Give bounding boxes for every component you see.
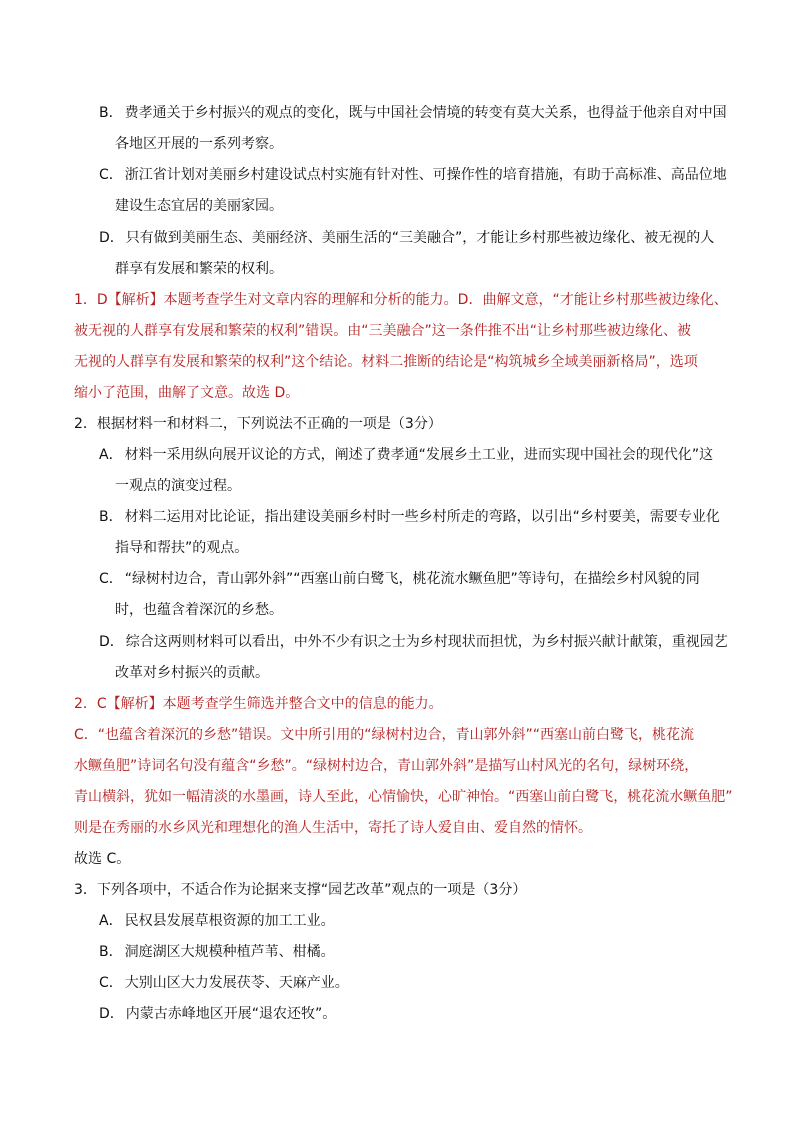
question3-stem: 3．下列各项中，不适合作为论据来支撑“园艺改革”观点的一项是（3分） bbox=[74, 882, 527, 898]
q1-option-d-line1: D． 只有做到美丽生态、美丽经济、美丽生活的“三美融合”，才能让乡村那些被边缘化、被无视的人 bbox=[99, 230, 715, 246]
answer2-line: 青山横斜，犹如一幅清淡的水墨画，诗人至此，心情愉快，心旷神怡。“西塞山前白鹭飞，桃花流水鳜鱼肥” bbox=[74, 789, 733, 805]
q2-option-c-line2: 时，也蕴含着深沉的乡愁。 bbox=[115, 602, 283, 618]
answer1-line: 被无视的人群享有发展和繁荣的权利”错误。由“三美融合”这一条件推不出“让乡村那些被边缘化、被 bbox=[74, 323, 692, 339]
q1-option-b-line1: B． 费孝通关于乡村振兴的观点的变化，既与中国社会情境的转变有莫大关系，也得益于他亲自对中国 bbox=[99, 105, 727, 121]
q2-option-d-line2: 改革对乡村振兴的贡献。 bbox=[115, 665, 269, 681]
q3-option-b: B． 洞庭湖区大规模种植芦苇、柑橘。 bbox=[99, 944, 335, 960]
answer1-line: 1．D【解析】本题考查学生对文章内容的理解和分析的能力。D．曲解文意，“才能让乡村那些被边缘化、 bbox=[74, 292, 728, 308]
q3-option-d: D． 内蒙古赤峰地区开展“退农还牧”。 bbox=[99, 1006, 337, 1022]
answer1-line: 无视的人群享有发展和繁荣的权利”这个结论。材料二推断的结论是“构筑城乡全域美丽新格局”，选项 bbox=[74, 354, 698, 370]
q2-option-a-line2: 一观点的演变过程。 bbox=[115, 478, 241, 494]
q3-option-a: A． 民权县发展草根资源的加工工业。 bbox=[99, 913, 335, 929]
q1-option-c-line1: C． 浙江省计划对美丽乡村建设试点村实施有针对性、可操作性的培育措施，有助于高标准、高品位地 bbox=[99, 167, 727, 183]
answer2-conclusion: 故选 C。 bbox=[74, 851, 131, 867]
answer2-line: C．“也蕴含着深沉的乡愁”错误。文中所引用的“绿树村边合，青山郭外斜”“西塞山前白鹭飞，桃花流 bbox=[74, 727, 695, 743]
q2-option-b-line2: 指导和帮扶”的观点。 bbox=[115, 540, 249, 556]
q1-option-c-line2: 建设生态宜居的美丽家园。 bbox=[115, 198, 283, 214]
answer2-line: 水鳜鱼肥”诗词名句没有蕴含“乡愁”。“绿树村边合，青山郭外斜”是描写山村风光的名句，绿树环绕， bbox=[74, 758, 699, 774]
q2-option-c-line1: C． “绿树村边合，青山郭外斜”“西塞山前白鹭飞，桃花流水鳜鱼肥”等诗句，在描绘乡村风貌的同 bbox=[99, 571, 700, 587]
answer2-head: 2．C【解析】本题考查学生筛选并整合文中的信息的能力。 bbox=[74, 696, 443, 712]
answer2-line: 则是在秀丽的水乡风光和理想化的渔人生活中，寄托了诗人爱自由、爱自然的情怀。 bbox=[74, 820, 592, 836]
answer1-line: 缩小了范围，曲解了文意。故选 D。 bbox=[74, 385, 300, 401]
q1-option-b-line2: 各地区开展的一系列考察。 bbox=[115, 136, 283, 152]
question2-stem: 2．根据材料一和材料二，下列说法不正确的一项是（3分） bbox=[74, 416, 442, 432]
q2-option-a-line1: A． 材料一采用纵向展开议论的方式，阐述了费孝通“发展乡土工业，进而实现中国社会的现代化”这 bbox=[99, 447, 714, 463]
q2-option-d-line1: D． 综合这两则材料可以看出，中外不少有识之士为乡村现状而担忧，为乡村振兴献计献策，重视园艺 bbox=[99, 634, 728, 650]
q2-option-b-line1: B． 材料二运用对比论证，指出建设美丽乡村时一些乡村所走的弯路，以引出“乡村要美，需要专业化 bbox=[99, 509, 720, 525]
q1-option-d-line2: 群享有发展和繁荣的权利。 bbox=[115, 261, 283, 277]
q3-option-c: C． 大别山区大力发展茯苓、天麻产业。 bbox=[99, 975, 349, 991]
